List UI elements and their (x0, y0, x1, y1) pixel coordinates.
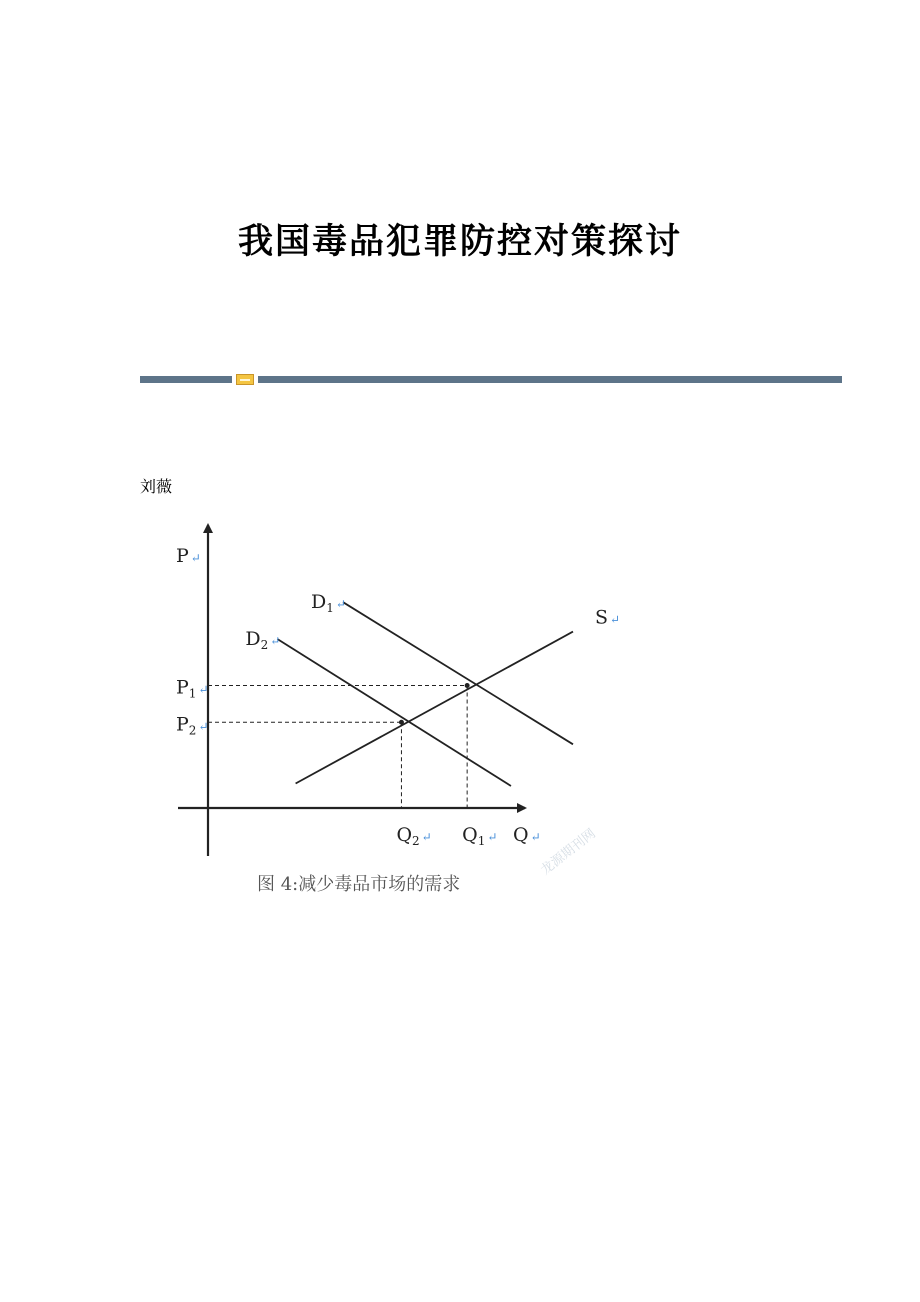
figure-caption: 图 4:减少毒品市场的需求 (257, 874, 461, 895)
author-name: 刘薇 (140, 477, 173, 496)
title-divider (140, 374, 842, 386)
curve-d2 (277, 639, 511, 786)
supply-demand-chart (160, 515, 621, 905)
divider-bar-right (258, 376, 842, 383)
curve-label-d1: $D_1$ ↵ (311, 591, 346, 616)
tick-label-q1: $Q_1$ ↵ (462, 824, 498, 848)
equilibrium-guides (208, 683, 470, 808)
curve-label-d2: $D_2$ ↵ (245, 627, 281, 652)
curve-d1 (343, 602, 573, 744)
chart-axes (178, 525, 525, 856)
document-title: 我国毒品犯罪防控对策探讨 (237, 221, 682, 262)
curve-s (296, 632, 573, 784)
curve-label-s: S ↵ (595, 606, 621, 629)
divider-emblem-icon (236, 374, 254, 385)
divider-bar-left (140, 376, 232, 383)
tick-label-p2: $P_2$ ↵ (176, 713, 209, 738)
tick-label-q2: $Q_2$ ↵ (396, 824, 432, 848)
watermark-text: 龙源期刊网 (538, 826, 599, 879)
x-axis-label: Q ↵ (513, 824, 541, 846)
y-axis-label: P ↵ (176, 545, 201, 567)
chart-labels (176, 545, 620, 848)
curve-lines (277, 602, 573, 786)
equilibrium-point-1 (465, 683, 470, 688)
tick-label-p1: $P_1$ ↵ (176, 676, 209, 701)
supply-demand-figure (160, 515, 621, 905)
